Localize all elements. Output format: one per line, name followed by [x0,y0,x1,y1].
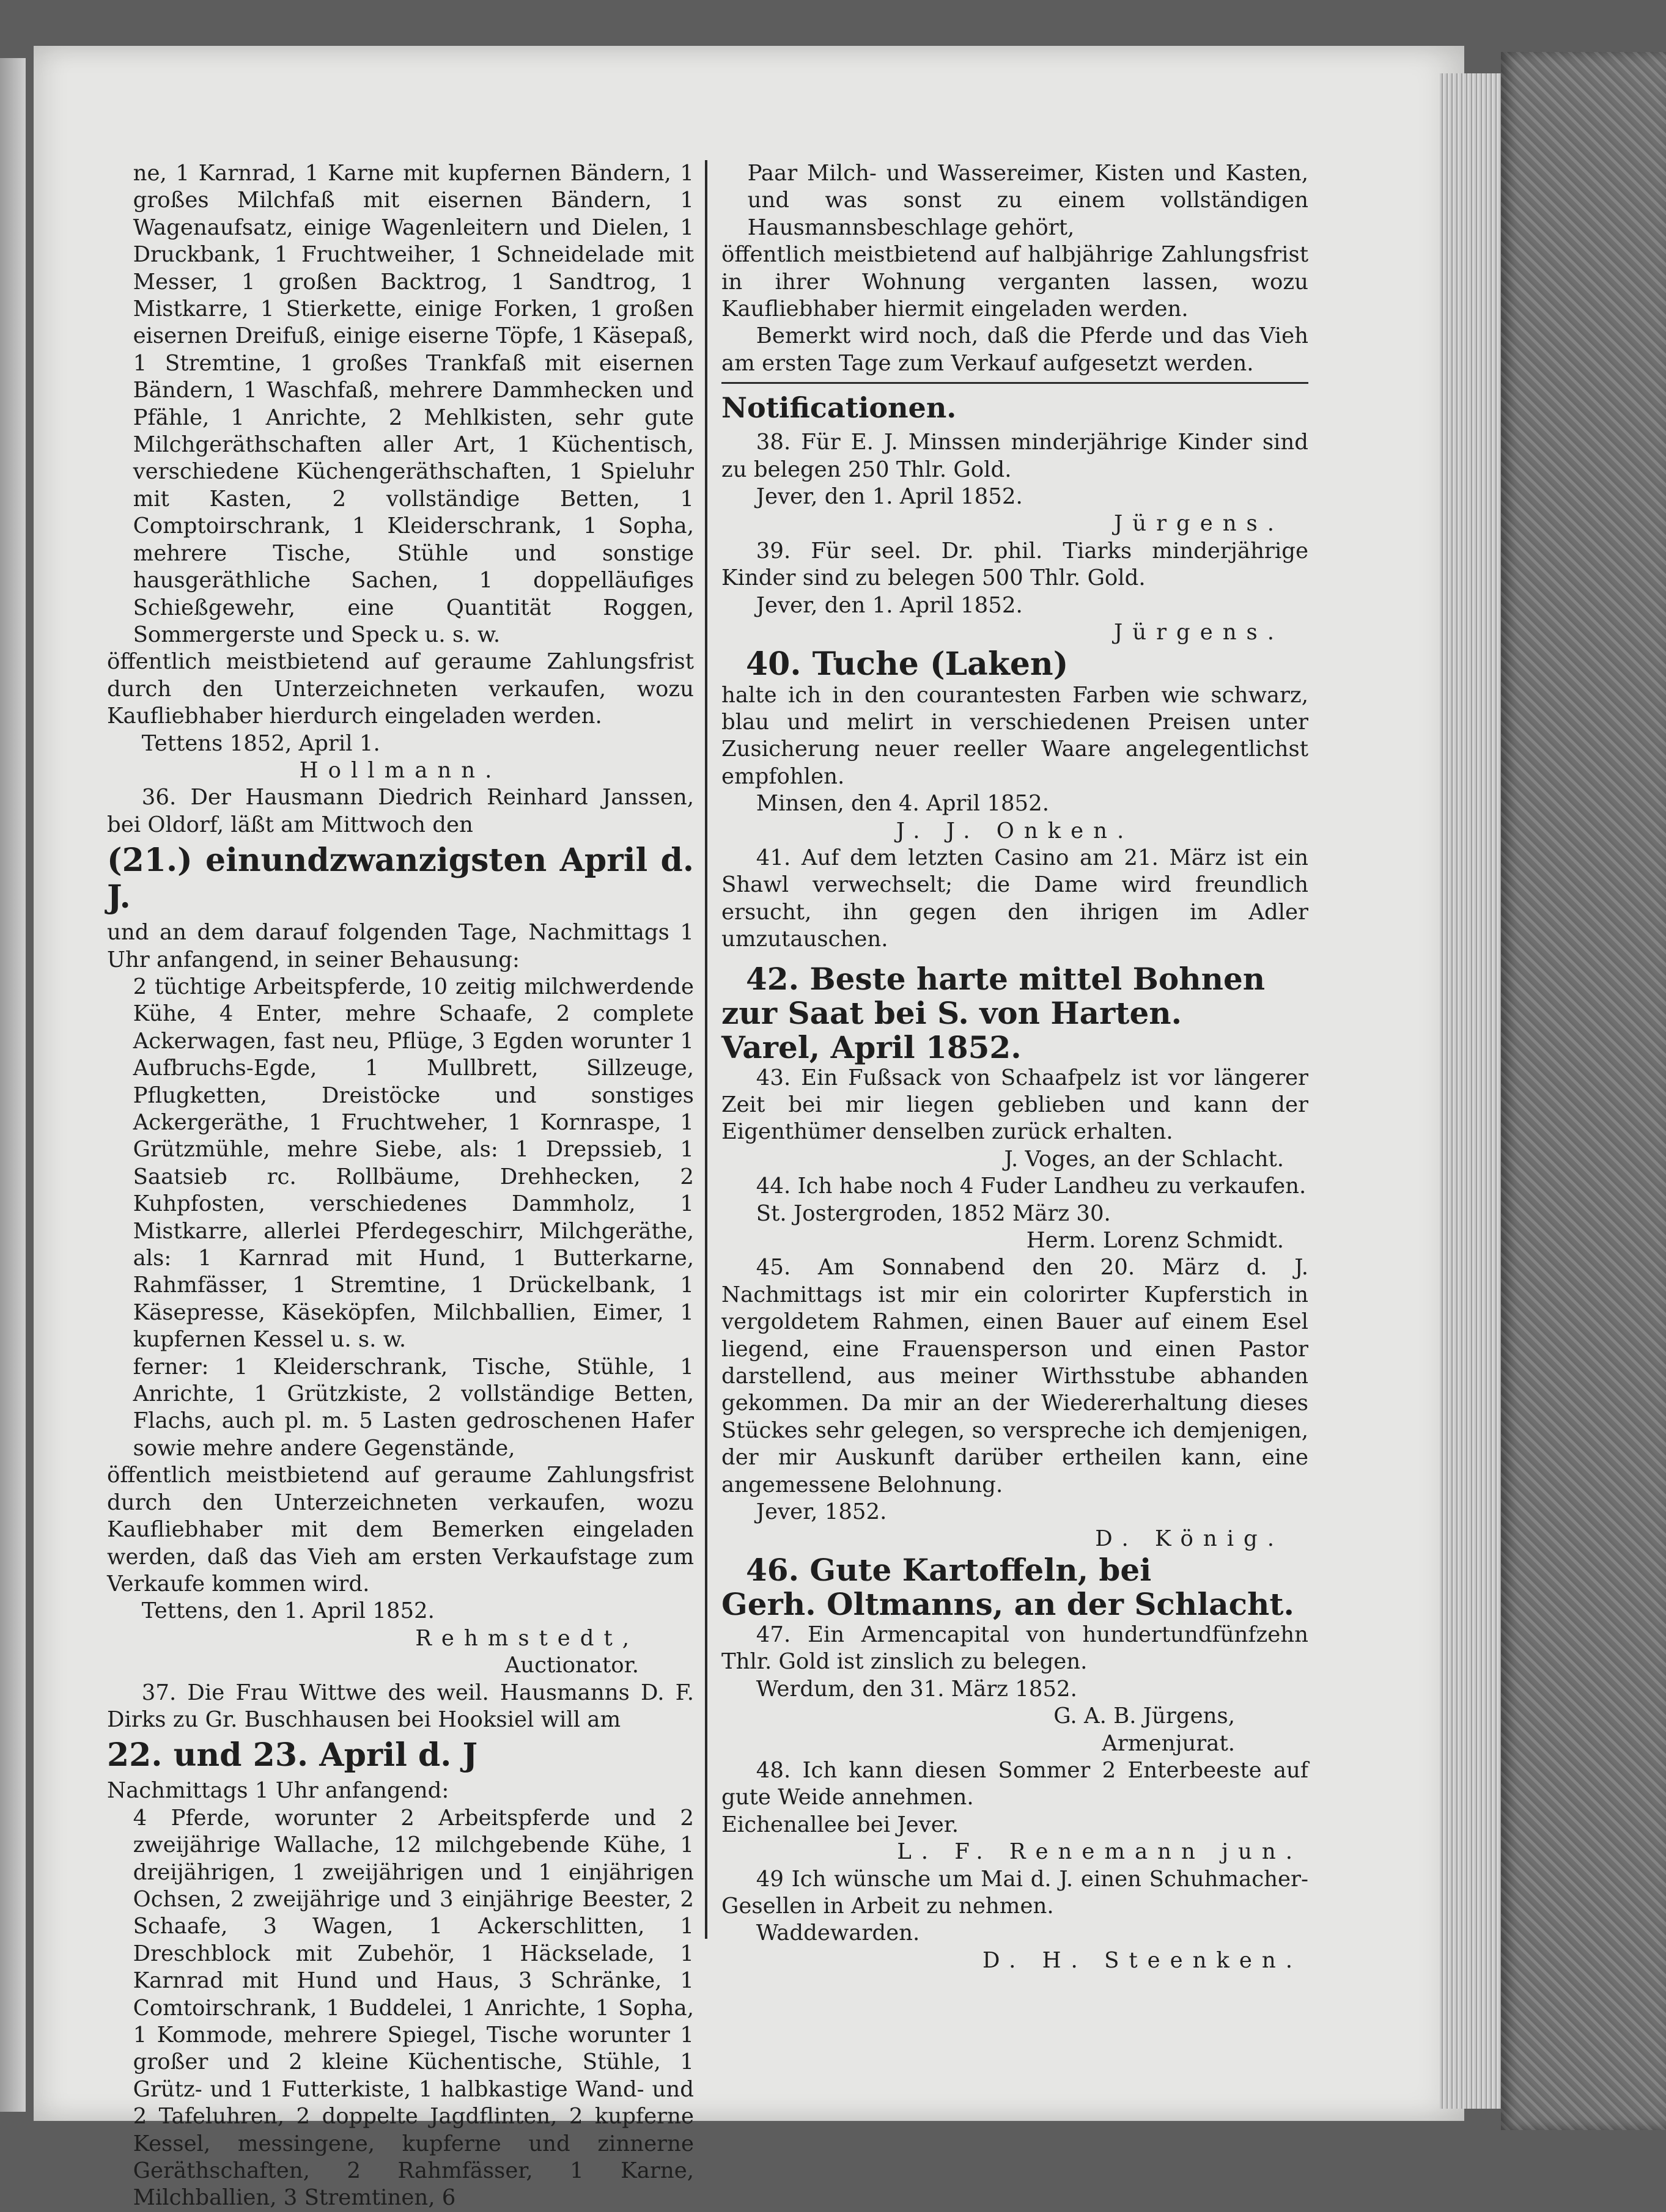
notice-49-place: Waddewarden. [756,1920,920,1946]
left-column [107,160,694,2212]
right-column [721,160,1308,1974]
book-cover [1501,52,1666,2130]
notice-40-text: halte ich in den courantesten Farben wie schwarz, blau und melirt in verschiedenen Preisen unter Zusicherung neuer reeller Waare angelegentlichst empfohlen. [721,682,1308,789]
notice-43: 43. Ein Fußsack von Schaafpelz ist vor längerer Zeit bei mir liegen geblieben und kann der Eigenthümer denselben zurück erhalten. [721,1065,1308,1145]
auction-terms: öffentlich meistbietend auf geraume Zahlungsfrist durch den Unterzeichneten verkaufen, wozu Kaufliebhaber hierdurch eingeladen werden. [107,649,694,729]
signature: Hollmann. [299,757,502,783]
notice-38-signature: Jürgens. [1114,511,1284,537]
notice-44-place-date: St. Jostergroden, 1852 März 30. [756,1200,1111,1226]
notice-49-signature: D. H. Steenken. [982,1947,1302,1973]
notice-39: 39. Für seel. Dr. phil. Tiarks minderjährige Kinder sind zu belegen 500 Thlr. Gold. [721,538,1308,591]
notice-36-signature: Rehmstedt, [415,1625,639,1651]
notice-42-line2: zur Saat bei S. von Harten. [721,994,1182,1031]
notice-36-place-date: Tettens, den 1. April 1852. [141,1598,435,1624]
notice-36-time: und an dem darauf folgenden Tage, Nachmittags 1 Uhr anfangend, in seiner Behausung: [107,920,694,972]
notice-37-remark: Bemerkt wird noch, daß die Pferde und das Vieh am ersten Tage zum Verkauf aufgesetzt werden. [721,323,1308,376]
notice-45-signature: D. König. [1095,1526,1284,1552]
notice-41: 41. Auf dem letzten Casino am 21. März ist ein Shawl verwechselt; die Dame wird freundlich ersucht, ihn gegen den ihrigen im Adler umzutauschen. [721,845,1308,952]
notice-47-place-date: Werdum, den 31. März 1852. [756,1676,1077,1702]
notice-37-time: Nachmittags 1 Uhr anfangend: [107,1778,449,1804]
notice-39-place-date: Jever, den 1. April 1852. [756,592,1023,618]
notice-37-items-continued: Paar Milch- und Wassereimer, Kisten und Kasten, und was sonst zu einem vollständigen Hausmannsbeschlage gehört, [747,161,1308,240]
notice-36-date-heading: (21.) einundzwanzigsten April d. J. [107,842,694,916]
notice-45-place-date: Jever, 1852. [756,1499,887,1525]
notice-39-signature: Jürgens. [1114,620,1284,645]
notice-38-place-date: Jever, den 1. April 1852. [756,484,1023,510]
notice-44-signature: Herm. Lorenz Schmidt. [1026,1228,1284,1253]
notice-40-place-date: Minsen, den 4. April 1852. [756,791,1050,817]
notice-45: 45. Am Sonnabend den 20. März d. J. Nachmittags ist mir ein colorirter Kupferstich in vergoldetem Rahmen, einen Bauer auf einem Esel liegend, eine Frauensperson und einen Pastor darstellend, aus meiner Wirthsstube abhanden gekommen. Da mir an der Wiedererhaltung dieses Stückes sehr gelegen, so verspreche ich demjenigen, der mir Auskunft darüber ertheilen kann, eine angemessene Belohnung. [721,1255,1308,1497]
place-date: Tettens 1852, April 1. [141,730,380,756]
notice-42-line3: Varel, April 1852. [721,1029,1022,1065]
page-edges [1440,73,1507,2109]
notice-48: 48. Ich kann diesen Sommer 2 Enterbeeste auf gute Weide annehmen. [721,1757,1308,1810]
auction-list-continued: ne, 1 Karnrad, 1 Karne mit kupfernen Bändern, 1 großes Milchfaß mit eisernen Bändern, 1 Wagenaufsatz, einige Wagenleitern und Dielen, 1 Druckbank, 1 Fruchtweiher, 1 Schneidelade mit Messer, 1 großen Backtrog, 1 Sandtrog, 1 Mistkarre, 1 Stierkette, einige Forken, 1 großen eisernen Dreifuß, einige eiserne Töpfe, 1 Käsepaß, 1 Stremtine, 1 großes Trankfaß mit eisernen Bändern, 1 Waschfaß, mehrere Dammhecken und Pfähle, 1 Anrichte, 2 Mehlkisten, sehr gute Milchgeräthschaften aller Art, 1 Küchentisch, verschiedene Küchengeräthschaften, 1 Spieluhr mit Kasten, 2 vollständige Betten, 1 Comptoirschrank, 1 Kleiderschrank, 1 Sopha, mehrere Tische, Stühle und sonstige hausgeräthliche Sachen, 1 doppelläufiges Schießgewehr, eine Quantität Roggen, Sommergerste und Speck u. s. w. [133,161,694,647]
notice-47-signature: G. A. B. Jürgens, [1053,1703,1235,1729]
notice-47-title: Armenjurat. [1102,1730,1235,1756]
notice-36-terms: öffentlich meistbietend auf geraume Zahlungsfrist durch den Unterzeichneten verkaufen, wozu Kaufliebhaber mit dem Bemerken eingeladen werden, daß das Vieh am ersten Verkaufstage zum Verkaufe kommen wird. [107,1463,694,1597]
notice-47: 47. Ein Armencapital von hundertundfünfzehn Thlr. Gold ist zinslich zu belegen. [721,1622,1308,1675]
section-rule [721,382,1308,384]
notice-37-intro: 37. Die Frau Wittwe des weil. Hausmanns D. F. Dirks zu Gr. Buschhausen bei Hooksiel will am [107,1680,694,1732]
notice-40-heading: 40. Tuche (Laken) [746,645,1069,683]
notice-44: 44. Ich habe noch 4 Fuder Landheu zu verkaufen. [756,1174,1307,1199]
notice-37-date-heading: 22. und 23. April d. J [107,1736,478,1774]
column-divider [705,160,707,1939]
notice-36-title: Auctionator. [504,1653,639,1678]
notice-48-place: Eichenallee bei Jever. [721,1812,959,1837]
notice-43-signature: J. Voges, an der Schlacht. [1004,1146,1284,1172]
notice-36-further-items: ferner: 1 Kleiderschrank, Tische, Stühle, 1 Anrichte, 1 Grützkiste, 2 vollständige Betten, Flachs, auch pl. m. 5 Lasten gedroschenen Hafer sowie mehre andere Gegenstände, [133,1354,694,1461]
notice-46-line2: Gerh. Oltmanns, an der Schlacht. [721,1586,1294,1622]
notice-36-items: 2 tüchtige Arbeitspferde, 10 zeitig milchwerdende Kühe, 4 Enter, mehre Schaafe, 2 complete Ackerwagen, fast neu, Pflüge, 3 Egden worunter 1 Aufbruchs-Egde, 1 Mullbrett, Sillzeuge, Pflugketten, Dreistöcke und sonstiges Ackergeräthe, 1 Fruchtweher, 1 Kornraspe, 1 Grützmühle, mehre Siebe, als: 1 Drepssieb, 1 Saatsieb rc. Rollbäume, Drehhecken, 2 Kuhpfosten, verschiedenes Dammholz, 1 Mistkarre, allerlei Pferdegeschirr, Milchgeräthe, als: 1 Karnrad mit Hund, 1 Butterkarne, Rahmfässer, 1 Stremtine, 1 Drückelbank, 1 Käsepresse, Käseköpfen, Milchballien, Eimer, 1 kupfernen Kessel u. s. w. [133,974,694,1353]
notice-37-items: 4 Pferde, worunter 2 Arbeitspferde und 2 zweijährige Wallache, 12 milchgebende Kühe, 1 dreijährigen, 1 zweijährigen und 1 einjährigen Ochsen, 2 zweijährige und 3 einjährige Beester, 2 Schaafe, 3 Wagen, 1 Ackerschlitten, 1 Dreschblock mit Zubehör, 1 Häckselade, 1 Karnrad mit Hund und Haus, 3 Schränke, 1 Comtoirschrank, 1 Buddelei, 1 Anrichte, 1 Sopha, 1 Kommode, mehrere Spiegel, Tische worunter 1 großer und 2 kleine Küchentische, Stühle, 1 Grütz- und 1 Futterkiste, 1 halbkastige Wand- und 2 Tafeluhren, 2 doppelte Jagdflinten, 2 kupferne Kessel, messingene, kupferne und zinnerne Geräthschaften, 2 Rahmfässer, 1 Karne, Milchballien, 3 Stremtinen, 6 [133,1805,694,2211]
notice-37-terms: öffentlich meistbietend auf halbjährige Zahlungsfrist in ihrer Wohnung verganten lassen, wozu Kaufliebhaber hiermit eingeladen werden. [721,242,1308,322]
section-heading: Notificationen. [721,391,957,425]
notice-46-heading: 46. Gute Kartoffeln, bei [746,1551,1152,1588]
notice-42-heading: 42. Beste harte mittel Bohnen [746,960,1266,997]
previous-page-edge [0,58,26,2112]
notice-49: 49 Ich wünsche um Mai d. J. einen Schuhmacher-Gesellen in Arbeit zu nehmen. [721,1866,1308,1919]
notice-36-intro: 36. Der Hausmann Diedrich Reinhard Janssen, bei Oldorf, läßt am Mittwoch den [107,785,694,837]
notice-40-signature: J. J. Onken. [896,818,1134,843]
notice-48-signature: L. F. Renemann jun. [897,1839,1302,1865]
notice-38: 38. Für E. J. Minssen minderjährige Kinder sind zu belegen 250 Thlr. Gold. [721,430,1308,482]
